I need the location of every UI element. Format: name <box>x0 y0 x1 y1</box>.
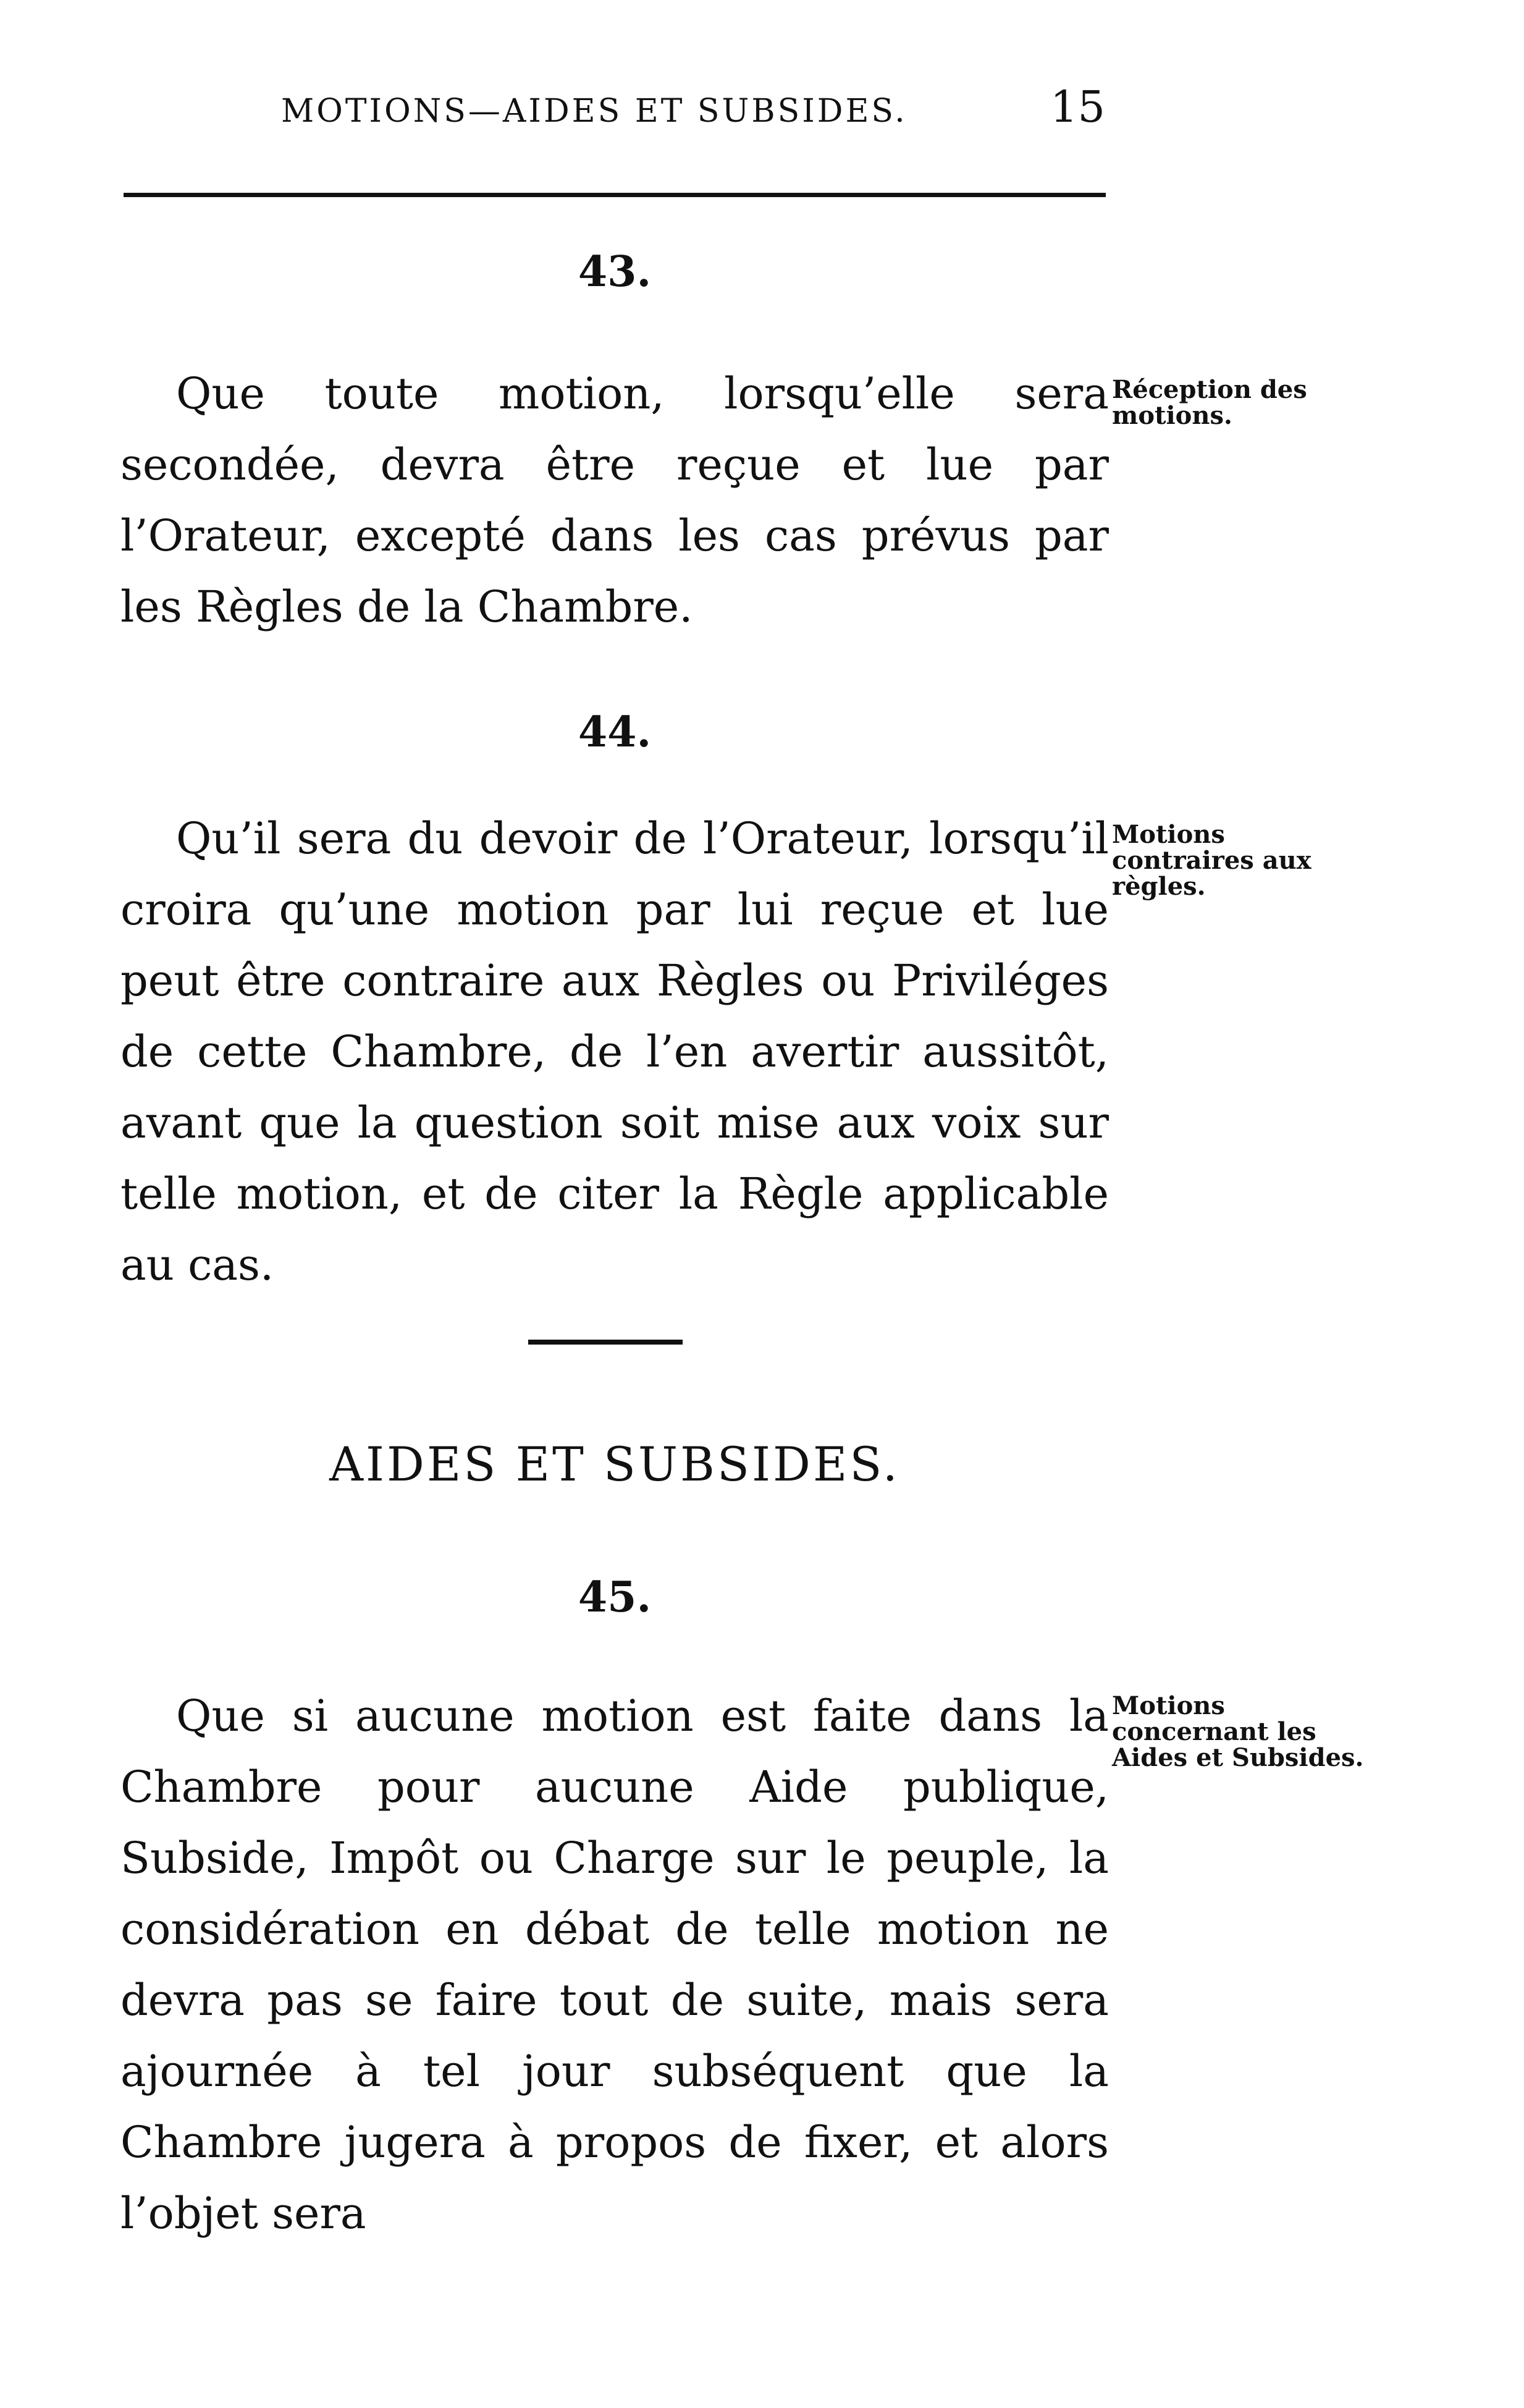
section-43-body: Que toute motion, lorsqu’elle sera secondée, devra être reçue et lue par l’Orateur, excepté dans les cas prévus par les Règles de la Chambre. <box>120 368 1109 632</box>
section-44-body: Qu’il sera du devoir de l’Orateur, lorsqu’il croira qu’une motion par lui reçue et lue peut être contraire aux Règles ou Priviléges de cette Chambre, de l’en avertir aussitôt, avant que la question soit mise aux voix sur telle motion, et de citer la Règle applicable au cas. <box>120 813 1109 1290</box>
section-heading: AIDES ET SUBSIDES. <box>329 1437 900 1492</box>
sidenote-44: Motions contraires aux règles. <box>1112 820 1311 901</box>
page-number: 15 <box>1050 82 1106 132</box>
section-number-43: 43. <box>578 247 652 297</box>
section-number-44: 44. <box>578 708 652 757</box>
section-45-text <box>120 1681 1109 2249</box>
sidenote-43: Réception des motions. <box>1112 375 1307 430</box>
sidenote-45: Motions concernant les Aides et Subsides. <box>1112 1691 1364 1772</box>
running-title: MOTIONS—AIDES ET SUBSIDES. <box>281 93 907 130</box>
section-43-text <box>120 358 1109 643</box>
header-rule <box>124 193 1106 197</box>
section-45-body: Que si aucune motion est faite dans la Chambre pour aucune Aide publique, Subside, Impôt ou Charge sur le peuple, la considération en débat de telle motion ne devra pas se faire tout de suite, mais sera ajournée à tel jour subséquent que la Chambre jugera à propos de fixer, et alors l’objet sera <box>120 1691 1109 2239</box>
section-number-45: 45. <box>578 1573 652 1622</box>
section-44-text <box>120 803 1109 1301</box>
section-divider <box>528 1340 683 1345</box>
